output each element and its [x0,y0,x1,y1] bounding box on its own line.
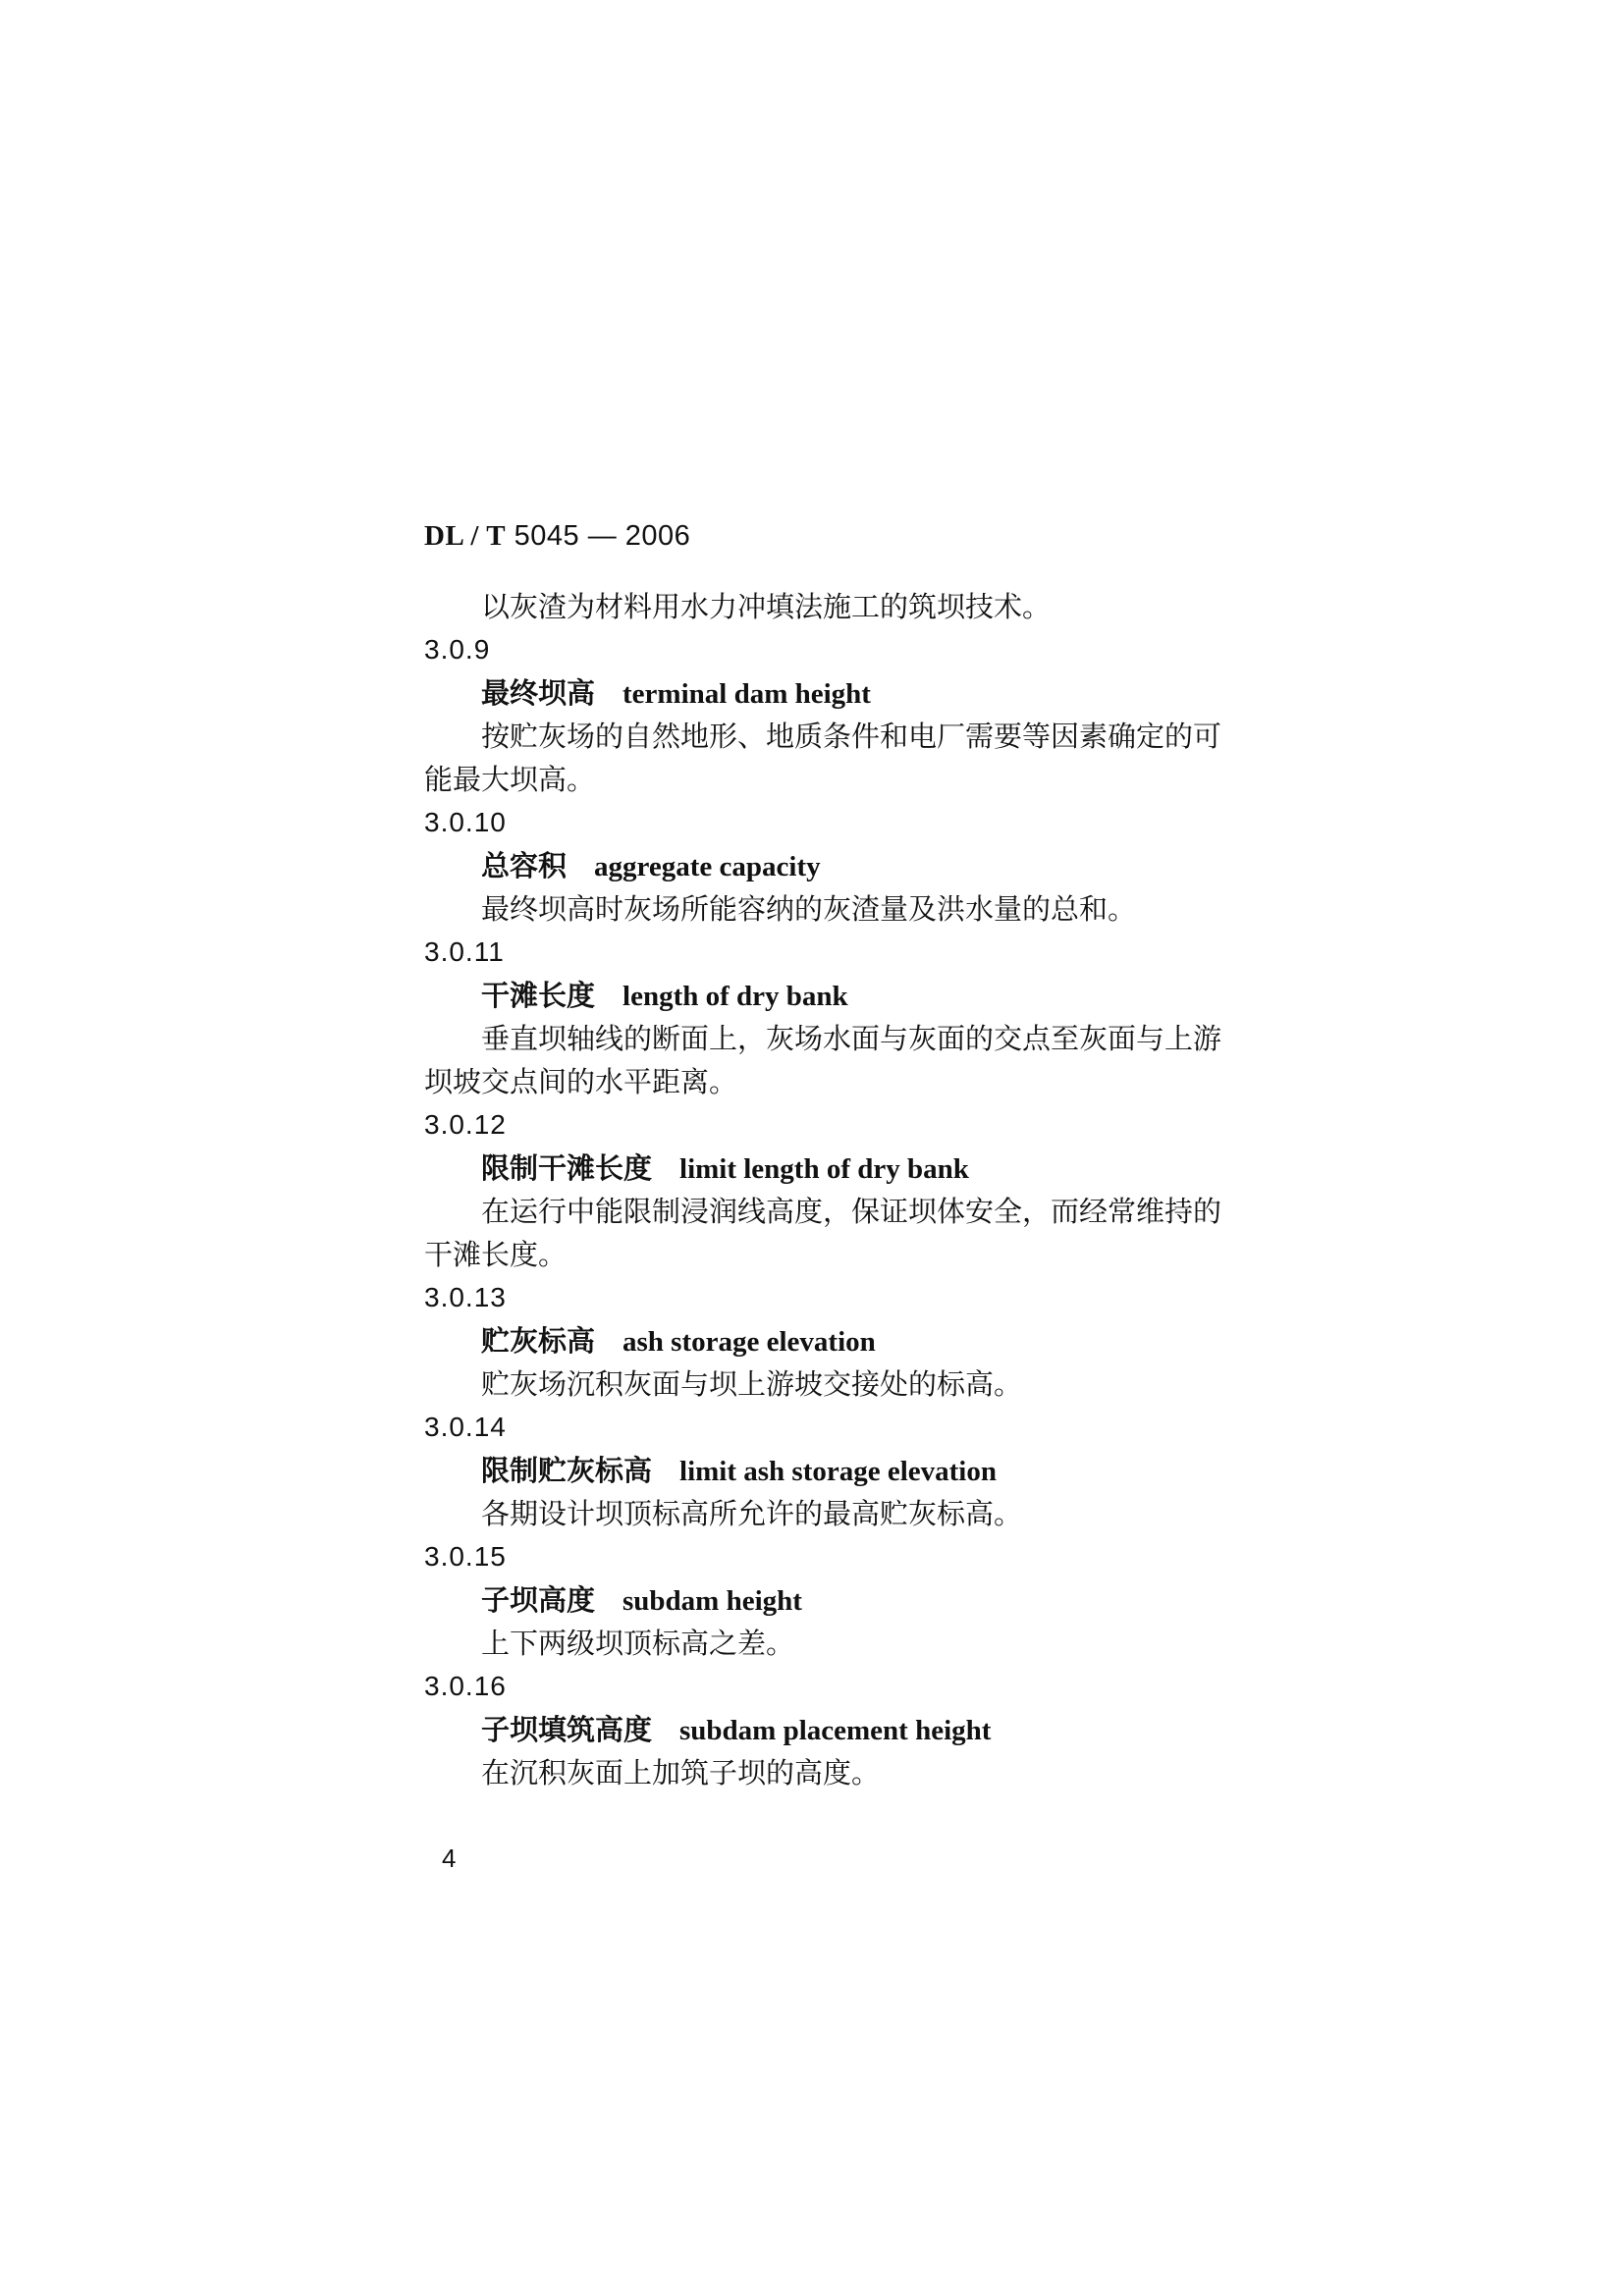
definition-first-line: 垂直坝轴线的断面上，灰场水面与灰面的交点至灰面与上游 [481,1022,1222,1055]
term-definition [424,1751,1239,1794]
term-definition [424,715,1239,801]
clause-number: 3.0.15 [424,1541,507,1572]
term-heading [424,1449,1239,1492]
definition-first-line: 各期设计坝顶标高所允许的最高贮灰标高。 [481,1497,1023,1530]
clause-number: 3.0.9 [424,634,491,665]
term-entry [424,931,1239,1103]
term-definition [424,1622,1239,1665]
term-chinese: 子坝填筑高度 [481,1713,653,1746]
term-heading [424,1708,1239,1751]
term-chinese: 限制干滩长度 [481,1151,653,1185]
term-heading [424,844,1239,887]
term-english: aggregate capacity [594,851,821,882]
term-chinese: 干滩长度 [481,979,596,1012]
term-heading [424,671,1239,715]
standard-header [424,520,690,553]
definition-first-line: 在沉积灰面上加筑子坝的高度。 [481,1756,881,1789]
term-english: ash storage elevation [622,1326,876,1358]
term-chinese: 最终坝高 [481,676,596,710]
clause-number: 3.0.11 [424,936,505,967]
clause-number: 3.0.16 [424,1671,507,1701]
clause-number: 3.0.10 [424,807,507,837]
definition-first-line: 按贮灰场的自然地形、地质条件和电厂需要等因素确定的可 [481,720,1222,753]
standard-prefix: DL / T [424,520,507,552]
term-entry [424,1276,1239,1406]
term-chinese: 限制贮灰标高 [481,1454,653,1487]
definition-first-line: 最终坝高时灰场所能容纳的灰渣量及洪水量的总和。 [481,892,1137,926]
term-entry [424,628,1239,801]
term-entry [424,1665,1239,1794]
standard-number: 5045 — 2006 [514,520,691,552]
term-heading [424,1578,1239,1622]
term-entry [424,801,1239,931]
term-heading [424,1319,1239,1362]
term-chinese: 总容积 [481,849,568,882]
term-english: limit length of dry bank [679,1153,969,1185]
definition-first-line: 在运行中能限制浸润线高度，保证坝体安全，而经常维持的 [481,1195,1222,1228]
term-english: subdam height [622,1585,802,1617]
term-english: limit ash storage elevation [679,1456,997,1487]
term-english: length of dry bank [622,981,848,1012]
clause-number: 3.0.12 [424,1109,507,1140]
term-english: subdam placement height [679,1715,992,1746]
term-definition [424,1362,1239,1406]
document-body [424,585,1239,1794]
term-chinese: 贮灰标高 [481,1324,596,1358]
clause-number: 3.0.14 [424,1412,507,1442]
definition-continuation: 坝坡交点间的水平距离。 [424,1065,738,1098]
definition-first-line: 上下两级坝顶标高之差。 [481,1627,795,1660]
term-chinese: 子坝高度 [481,1583,596,1617]
term-heading [424,974,1239,1017]
term-entry [424,1406,1239,1535]
term-entry [424,1535,1239,1665]
definition-first-line: 贮灰场沉积灰面与坝上游坡交接处的标高。 [481,1367,1023,1401]
term-entry [424,1103,1239,1276]
term-definition [424,1017,1239,1103]
clause-number: 3.0.13 [424,1282,507,1312]
term-english: terminal dam height [622,678,871,710]
term-definition [424,887,1239,931]
intro-line: 以灰渣为材料用水力冲填法施工的筑坝技术。 [481,590,1052,623]
term-definition [424,1190,1239,1276]
definition-continuation: 能最大坝高。 [424,763,596,796]
definition-continuation: 干滩长度。 [424,1238,568,1271]
term-entries [424,628,1239,1794]
term-heading [424,1147,1239,1190]
page-number: 4 [442,1843,457,1873]
term-definition [424,1492,1239,1535]
